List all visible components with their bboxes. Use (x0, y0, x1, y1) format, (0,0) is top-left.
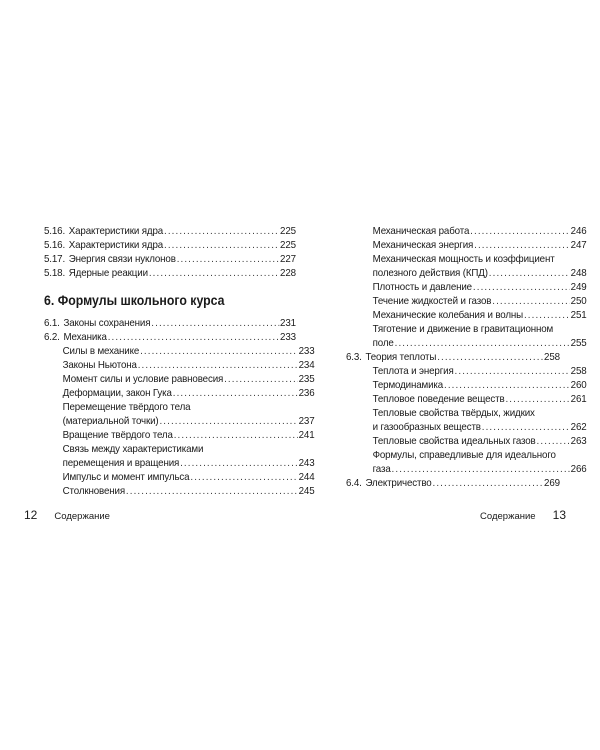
entry-page: 227 (280, 253, 296, 265)
toc-subentry (354, 462, 587, 476)
entry-title: Силы в механике (62, 345, 140, 357)
left-page-contents (44, 224, 315, 498)
entry-page: 247 (570, 239, 587, 251)
toc-entry (44, 266, 296, 280)
entry-page: 260 (570, 379, 587, 391)
toc-subentry (354, 308, 587, 322)
entry-title: Законы Ньютона (62, 359, 137, 371)
dot-leader (173, 386, 298, 400)
entry-title-line: Перемещение твёрдого тела (62, 401, 191, 413)
entry-number: 6.1. (44, 317, 60, 329)
entry-title: Механическая работа (372, 225, 470, 237)
toc-entry (44, 252, 296, 266)
entry-page: 231 (280, 317, 296, 329)
entry-page: 228 (280, 267, 296, 279)
page-number: 12 (24, 508, 38, 522)
toc-subentry (354, 420, 587, 434)
entry-title: (материальной точки) (62, 415, 159, 427)
dot-leader (395, 336, 570, 350)
dot-leader (470, 224, 570, 238)
entry-page: 225 (280, 225, 296, 237)
entry-page: 255 (570, 337, 587, 349)
dot-leader (433, 476, 544, 490)
entry-title: Тепловое поведение веществ (372, 393, 505, 405)
toc-entry (346, 350, 560, 364)
entry-number: 5.17. (44, 253, 66, 265)
entry-page: 261 (570, 393, 587, 405)
entry-title: поле (372, 337, 394, 349)
dot-leader (537, 434, 570, 448)
entry-number: 6.3. (346, 351, 362, 363)
entry-title: Механическая энергия (372, 239, 474, 251)
entry-page: 266 (570, 463, 587, 475)
toc-subentry (44, 414, 315, 428)
toc-entry (44, 316, 296, 330)
entry-title: Деформации, закон Гука (62, 387, 172, 399)
entry-title: газа (372, 463, 391, 475)
running-footer-label: Содержание (54, 511, 110, 522)
toc-subentry (44, 358, 315, 372)
dot-leader (505, 392, 569, 406)
entry-title: Энергия связи нуклонов (68, 253, 176, 265)
entry-page: 234 (298, 359, 315, 371)
entry-page: 249 (570, 281, 587, 293)
entry-title: Вращение твёрдого тела (62, 429, 173, 441)
toc-subentry (44, 386, 315, 400)
entry-page: 241 (298, 429, 315, 441)
entry-number: 5.18. (44, 267, 66, 279)
entry-title: Характеристики ядра (68, 239, 164, 251)
entry-page: 245 (298, 485, 315, 497)
dot-leader (473, 280, 570, 294)
toc-subentry (44, 484, 315, 498)
page-number: 13 (552, 508, 566, 522)
entry-number: 5.16. (44, 239, 66, 251)
dot-leader (159, 414, 297, 428)
dot-leader (444, 378, 570, 392)
entry-title-line: Механическая мощность и коэффициент (372, 253, 555, 265)
dot-leader (126, 484, 298, 498)
entry-page: 243 (298, 457, 315, 469)
toc-subentry (44, 344, 315, 358)
entry-title: Столкновения (62, 485, 125, 497)
entry-title: Механические колебания и волны (372, 309, 524, 321)
dot-leader (164, 238, 279, 252)
entry-page: 262 (570, 421, 587, 433)
entry-page: 248 (570, 267, 587, 279)
entry-page: 246 (570, 225, 587, 237)
entry-title: Ядерные реакции (68, 267, 148, 279)
entry-title: Течение жидкостей и газов (372, 295, 492, 307)
entry-number: 6.4. (346, 477, 362, 489)
toc-entry (44, 238, 296, 252)
dot-leader (482, 420, 570, 434)
entry-page: 237 (298, 415, 315, 427)
dot-leader (177, 252, 279, 266)
dot-leader (474, 238, 570, 252)
toc-subentry (354, 378, 587, 392)
entry-page: 225 (280, 239, 296, 251)
entry-page: 258 (544, 351, 560, 363)
dot-leader (489, 266, 570, 280)
toc-subentry (354, 294, 587, 308)
entry-page: 233 (298, 345, 315, 357)
entry-page: 263 (570, 435, 587, 447)
dot-leader (174, 428, 298, 442)
entry-title-line: Связь между характеристиками (62, 443, 204, 455)
entry-title-line: Тяготение и движение в гравитационном (372, 323, 554, 335)
dot-leader (164, 224, 279, 238)
dot-leader (524, 308, 570, 322)
toc-subentry (354, 280, 587, 294)
dot-leader (492, 294, 569, 308)
dot-leader (437, 350, 543, 364)
entry-page: 233 (280, 331, 296, 343)
dot-leader (140, 344, 298, 358)
section-heading: 6. Формулы школьного курса (44, 292, 225, 308)
entry-title: Теория теплоты (365, 351, 437, 363)
toc-subentry (44, 372, 315, 386)
entry-number: 6.2. (44, 331, 60, 343)
entry-title: Импульс и момент импульса (62, 471, 190, 483)
toc-subentry (354, 392, 587, 406)
entry-title: Электричество (365, 477, 432, 489)
entry-title: полезного действия (КПД) (372, 267, 488, 279)
entry-title: Тепловые свойства идеальных газов (372, 435, 536, 447)
entry-page: 244 (298, 471, 315, 483)
entry-page: 269 (544, 477, 560, 489)
dot-leader (455, 364, 570, 378)
toc-entry (44, 224, 296, 238)
dot-leader (108, 330, 279, 344)
entry-title: Теплота и энергия (372, 365, 454, 377)
toc-subentry (354, 238, 587, 252)
dot-leader (149, 266, 279, 280)
entry-page: 250 (570, 295, 587, 307)
entry-title: Термодинамика (372, 379, 444, 391)
running-footer-label: Содержание (480, 511, 536, 522)
entry-title-line: Формулы, справедливые для идеального (372, 449, 556, 461)
toc-subentry (354, 364, 587, 378)
entry-page: 235 (298, 373, 315, 385)
toc-entry (44, 330, 296, 344)
right-page-footer (480, 508, 566, 522)
toc-subentry (354, 224, 587, 238)
entry-title: Момент силы и условие равновесия (62, 373, 224, 385)
toc-subentry (44, 470, 315, 484)
entry-title: Плотность и давление (372, 281, 472, 293)
dot-leader (138, 358, 298, 372)
toc-subentry (354, 336, 587, 350)
entry-title: Механика (63, 331, 107, 343)
entry-title: Характеристики ядра (68, 225, 164, 237)
entry-title: перемещения и вращения (62, 457, 180, 469)
dot-leader (392, 462, 570, 476)
toc-subentry (354, 266, 587, 280)
entry-page: 258 (570, 365, 587, 377)
toc-entry (346, 476, 560, 490)
left-page-footer (24, 508, 110, 522)
dot-leader (151, 316, 279, 330)
toc-subentry (44, 428, 315, 442)
toc-subentry (44, 456, 315, 470)
entry-title: и газообразных веществ (372, 421, 481, 433)
dot-leader (180, 456, 298, 470)
right-page-contents (346, 224, 587, 490)
toc-subentry (354, 434, 587, 448)
entry-page: 251 (570, 309, 587, 321)
dot-leader (190, 470, 297, 484)
entry-page: 236 (298, 387, 315, 399)
entry-title: Законы сохранения (63, 317, 151, 329)
entry-title-line: Тепловые свойства твёрдых, жидких (372, 407, 535, 419)
entry-number: 5.16. (44, 225, 66, 237)
dot-leader (224, 372, 298, 386)
